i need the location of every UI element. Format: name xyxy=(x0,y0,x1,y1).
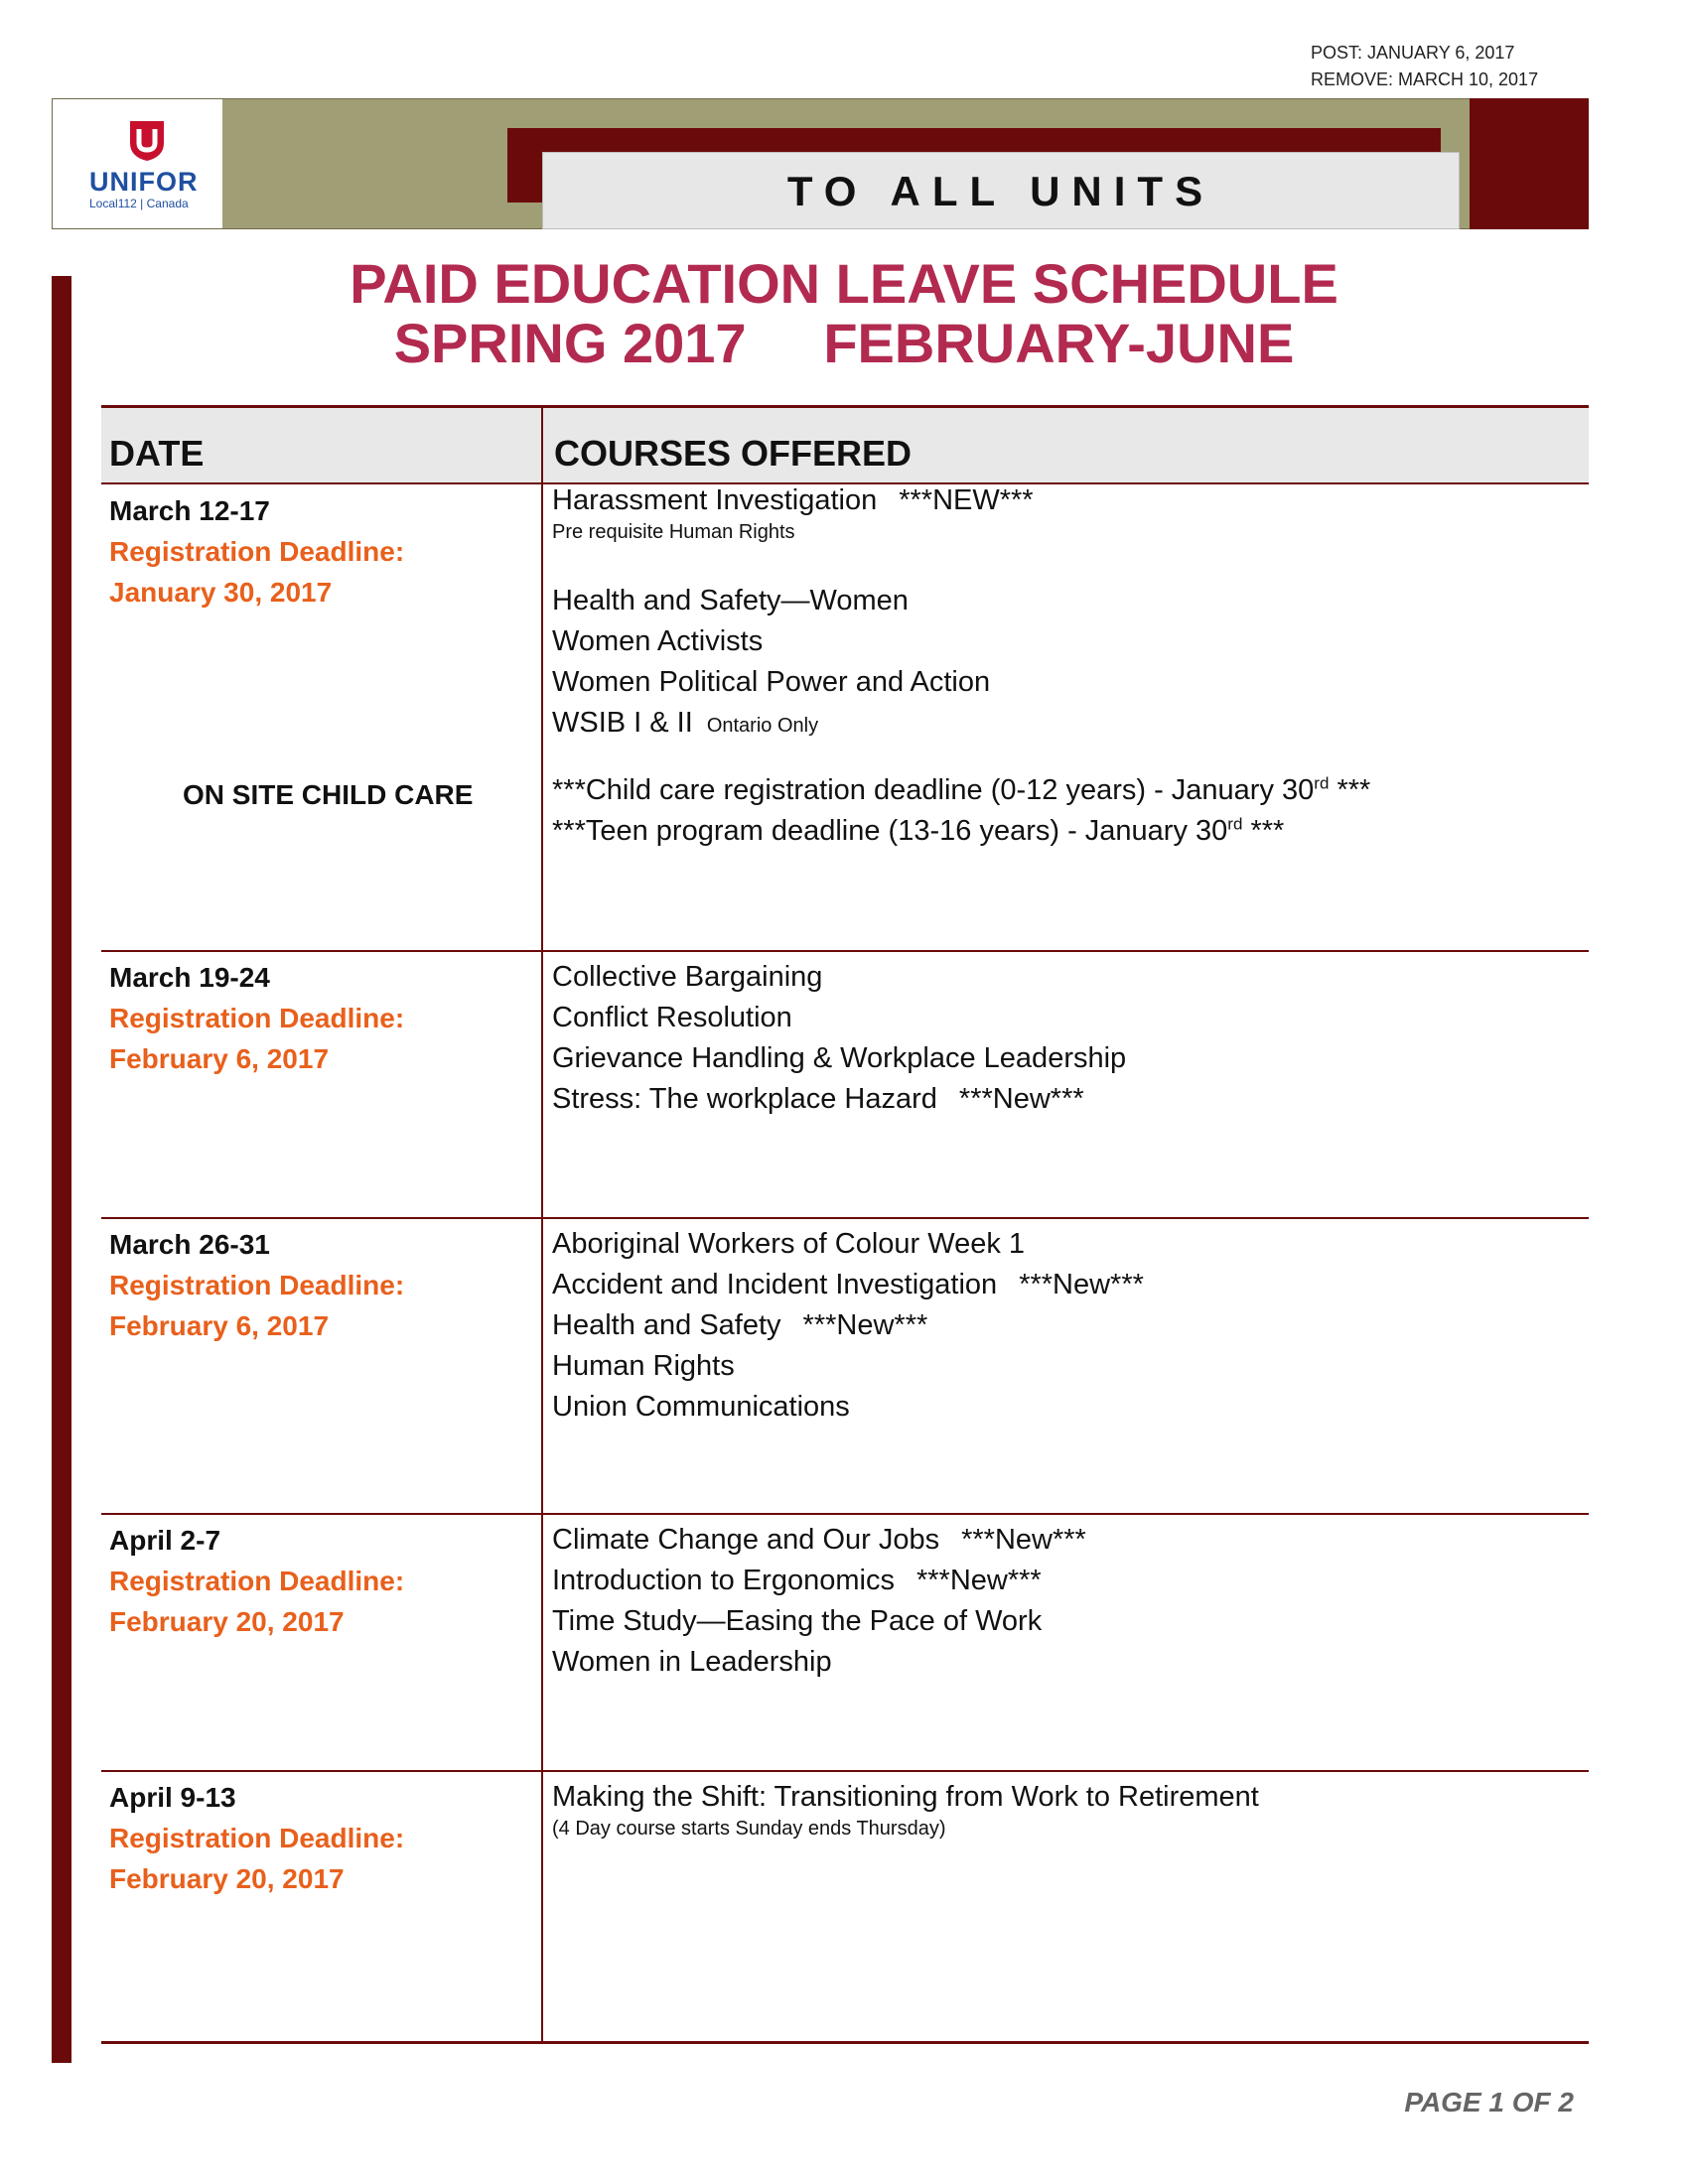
row-divider xyxy=(101,1770,1589,1772)
table-row-date xyxy=(109,1224,526,1346)
course-note: Ontario Only xyxy=(706,715,819,737)
course-item: Making the Shift: Transitioning from Work to Retirement xyxy=(552,1781,1259,1813)
page-number: PAGE 1 OF 2 xyxy=(1404,2087,1574,2117)
childcare-note: ON SITE CHILD CARE xyxy=(183,779,474,810)
course-item: Accident and Incident Investigation ***New*** xyxy=(552,1269,1144,1300)
deadline-label: Registration Deadline: xyxy=(109,1270,405,1300)
course-item: Aboriginal Workers of Colour Week 1 xyxy=(552,1228,1026,1260)
course-item: Women in Leadership xyxy=(552,1646,832,1678)
unifor-shield-icon xyxy=(128,119,166,163)
deadline-label: Registration Deadline: xyxy=(109,1003,405,1033)
deadline-label: Registration Deadline: xyxy=(109,1566,405,1596)
logo-country: Canada xyxy=(146,197,189,210)
logo-subtitle: Local112 | Canada xyxy=(89,197,189,210)
deadline-date: January 30, 2017 xyxy=(109,577,333,608)
banner-accent xyxy=(1470,98,1589,229)
deadline-date: February 6, 2017 xyxy=(109,1043,330,1074)
course-item: Conflict Resolution xyxy=(552,1002,792,1033)
course-dates: March 19-24 xyxy=(109,962,270,993)
row-divider xyxy=(101,1513,1589,1515)
deadline-label: Registration Deadline: xyxy=(109,536,405,567)
course-dates: March 12-17 xyxy=(109,495,270,526)
course-item: Harassment Investigation ***NEW*** xyxy=(552,484,1034,516)
table-row-courses xyxy=(552,1777,1575,1840)
course-item: Health and Safety ***New*** xyxy=(552,1309,928,1341)
deadline-date: February 20, 2017 xyxy=(109,1863,345,1894)
table-row-courses xyxy=(552,1520,1575,1683)
course-dates: March 26-31 xyxy=(109,1229,270,1260)
header-date: DATE xyxy=(109,433,205,474)
logo-wordmark: UNIFOR xyxy=(89,167,199,197)
course-item: Human Rights xyxy=(552,1350,735,1382)
table-row-courses xyxy=(552,957,1575,1120)
course-item: Time Study—Easing the Pace of Work xyxy=(552,1605,1043,1637)
column-divider xyxy=(541,405,543,2043)
banner-title-box xyxy=(542,152,1460,229)
course-prerequisite: Pre requisite Human Rights xyxy=(552,521,795,543)
header-courses: COURSES OFFERED xyxy=(554,433,913,474)
banner-title: TO ALL UNITS xyxy=(786,168,1215,214)
table-row-date xyxy=(109,1520,526,1642)
course-item: Stress: The workplace Hazard ***New*** xyxy=(552,1083,1084,1115)
logo-local: Local112 xyxy=(89,197,137,210)
course-item: Climate Change and Our Jobs ***New*** xyxy=(552,1524,1086,1556)
document-title-line1: PAID EDUCATION LEAVE SCHEDULE xyxy=(350,252,1338,315)
table-row-date xyxy=(109,1777,526,1899)
new-tag: ***NEW*** xyxy=(899,484,1034,516)
course-dates: April 2-7 xyxy=(109,1525,221,1556)
course-item: Health and Safety—Women xyxy=(552,585,909,616)
course-item: Union Communications xyxy=(552,1391,850,1423)
course-item: Women Activists xyxy=(552,625,764,657)
deadline-label: Registration Deadline: xyxy=(109,1823,405,1853)
teen-deadline: ***Teen program deadline (13-16 years) - January 30rd *** xyxy=(552,814,1285,847)
new-tag: ***New*** xyxy=(958,1083,1084,1115)
course-item: Collective Bargaining xyxy=(552,961,823,993)
table-bottom-border xyxy=(101,2041,1589,2044)
row-divider xyxy=(101,950,1589,952)
posting-dates xyxy=(1311,40,1538,93)
new-tag: ***New*** xyxy=(802,1309,928,1341)
course-note: (4 Day course starts Sunday ends Thursday) xyxy=(552,1818,946,1840)
new-tag: ***New*** xyxy=(1019,1269,1144,1300)
document-title-line2: SPRING 2017 FEBRUARY-JUNE xyxy=(393,312,1295,374)
course-item: WSIB I & II Ontario Only xyxy=(552,707,819,739)
remove-date: REMOVE: MARCH 10, 2017 xyxy=(1311,69,1539,89)
deadline-date: February 20, 2017 xyxy=(109,1606,345,1637)
table-header xyxy=(101,405,1589,484)
new-tag: ***New*** xyxy=(961,1524,1086,1556)
table-row-date xyxy=(109,490,526,613)
table-row-courses xyxy=(552,1224,1575,1428)
left-accent-bar xyxy=(52,276,71,2063)
new-tag: ***New*** xyxy=(915,1565,1042,1596)
post-date: POST: JANUARY 6, 2017 xyxy=(1311,43,1515,63)
childcare-deadline: ***Child care registration deadline (0-12 years) - January 30rd *** xyxy=(552,773,1371,806)
table-row-courses xyxy=(552,480,1575,852)
deadline-date: February 6, 2017 xyxy=(109,1310,330,1341)
course-item: Grievance Handling & Workplace Leadership xyxy=(552,1042,1127,1074)
row-divider xyxy=(101,1217,1589,1219)
course-item: Introduction to Ergonomics ***New*** xyxy=(552,1565,1042,1596)
course-item: Women Political Power and Action xyxy=(552,666,991,698)
course-dates: April 9-13 xyxy=(109,1782,236,1813)
table-row-date xyxy=(109,957,526,1079)
